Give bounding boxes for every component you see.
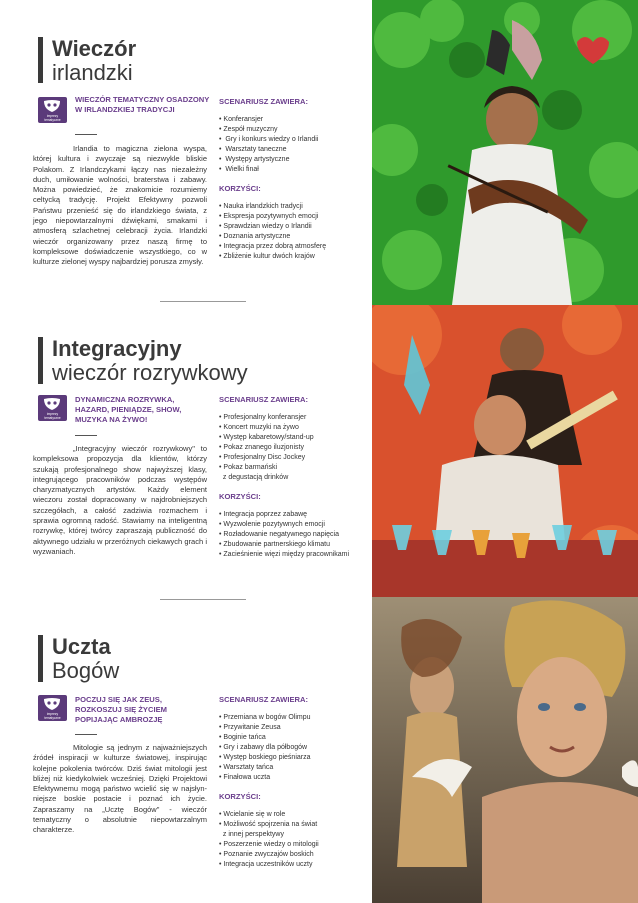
mask-icon (42, 99, 62, 113)
section-title (52, 337, 248, 385)
body-text: „Integracyjny wieczór rozrywkowy" to kompleksowa propozycja dla klientów, którzy szukają profesjonalnego show najwyższej klasy, integrującego pracowników podczas występów charyzmatycznych artystów. Każdy element wieczoru został dopracowany w najdrobniejszych szczegółach, a całość zadziwia rozmachem i sprawia ogromną radość. Stawiamy na inteligentną rozrywkę, której twórcy zapraszają publiczność do aktywnego udziału w przeróżnych ciekawych grach i wyzwaniach. (33, 444, 207, 556)
body-text: Irlandia to magiczna zielona wyspa, której kultura i zwyczaje są niezwykle bliskie Polakom. Z Irlandczykami łączy nas niezależny duch, umiłowanie wolności, braterstwa i zabawy. Można powiedzieć, że znakomicie rozumiemy celtycką tradycję. Projekt Efektywny pozwoli Państwu przenieść się do irlandzkiego świata, z jego niepowtarzalnymi dźwiękami, smakami i atmosferą szlachetnej celebracji życia. Irlandzki wieczór organizowany przez naszą firmę to kompleksowe doświadczenie wszystkiego, co w kulturze zielonej wyspy najbardziej porusza zmysły. (33, 144, 207, 267)
list-item: • Finałowa uczta (219, 774, 271, 781)
category-badge (38, 695, 67, 721)
badge-label: imprezy tematyczne (44, 712, 61, 720)
list-item: • Integracja poprzez zabawę (219, 511, 308, 518)
list-item: • Rozładowanie negatywnego napięcia (219, 531, 339, 538)
scenario-heading: SCENARIUSZ ZAWIERA: (219, 97, 309, 106)
title-line-2: wieczór rozrywkowy (52, 360, 248, 385)
section-feast-of-gods (0, 597, 638, 903)
section-title (52, 37, 136, 85)
scenario-list (219, 713, 371, 783)
title-accent-bar (38, 635, 43, 682)
list-item: • Poznanie zwyczajów boskich (219, 851, 314, 858)
list-item: • Występ boskiego pieśniarza (219, 754, 311, 761)
list-item: • Warsztaty tańca (219, 764, 274, 771)
list-item: • Występ kabaretowy/stand-up (219, 434, 314, 441)
body-text: Mitologie są jednym z najważniejszych źródeł inspiracji w kulturze światowej, inspirując kolejne pokolenia twórców. Dziś świat mitologii jest bliżej niż kiedykolwiek wcześniej. Dzięki Projektowi Efektywnemu mogą państwo wcielić się w najsłynniejsze boskie postacie i poznać ich życie. Zapraszamy na „Ucztę Bogów" - wieczór tematyczny o absolutnie niepowtarzalnym charakterze. (33, 743, 207, 835)
scenario-heading: SCENARIUSZ ZAWIERA: (219, 695, 309, 704)
list-item: • Profesjonalny Disc Jockey (219, 454, 306, 461)
mask-icon (42, 397, 62, 411)
mask-icon (42, 697, 62, 711)
title-line-2: irlandzki (52, 60, 133, 85)
scenario-list (219, 115, 371, 175)
benefits-list (219, 510, 379, 560)
badge-label: imprezy tematyczne (44, 412, 61, 420)
list-item: z innej perspektywy (219, 831, 284, 838)
category-badge (38, 395, 67, 421)
list-item: • Gry i konkurs wiedzy o Irlandii (219, 136, 319, 143)
entertainment-photo (372, 305, 638, 597)
section-body (33, 144, 207, 268)
list-item: • Przywitanie Zeusa (219, 724, 281, 731)
lead-rule (75, 134, 97, 135)
title-accent-bar (38, 337, 43, 384)
list-item: • Integracja przez dobrą atmosferę (219, 243, 327, 250)
list-item: • Wcielanie się w role (219, 811, 286, 818)
lead-rule (75, 435, 97, 436)
gods-feast-photo (372, 597, 638, 903)
list-item: • Sprawdzian wiedzy o Irlandii (219, 223, 312, 230)
section-irish-evening (0, 0, 638, 305)
lead-rule (75, 734, 97, 735)
benefits-list (219, 202, 371, 262)
section-lead: WIECZÓR TEMATYCZNY OSADZONY W IRLANDZKIEJ TRADYCJI (75, 95, 210, 114)
list-item: • Warsztaty taneczne (219, 146, 287, 153)
list-item: • Występy artystyczne (219, 156, 290, 163)
list-item: • Wielki finał (219, 166, 259, 173)
section-entertainment-evening (0, 305, 638, 597)
benefits-heading: KORZYŚCI: (219, 792, 261, 801)
list-item: • Profesjonalny konferansjer (219, 414, 307, 421)
list-item: • Nauka irlandzkich tradycji (219, 203, 303, 210)
list-item: • Pokaz barmański (219, 464, 278, 471)
category-badge (38, 97, 67, 123)
list-item: • Boginie tańca (219, 734, 266, 741)
list-item: • Konferansjer (219, 116, 264, 123)
list-item: • Możliwość spojrzenia na świat (219, 821, 318, 828)
details-column (219, 695, 371, 870)
irish-photo (372, 0, 638, 305)
benefits-list (219, 810, 371, 870)
list-item: • Koncert muzyki na żywo (219, 424, 299, 431)
section-divider (160, 301, 246, 302)
list-item: • Ekspresja pozytywnych emocji (219, 213, 319, 220)
list-item: • Zacieśnienie więzi między pracownikami (219, 551, 350, 558)
badge-label: imprezy tematyczne (44, 114, 61, 122)
scenario-list (219, 413, 379, 483)
title-accent-bar (38, 37, 43, 83)
section-lead: DYNAMICZNA ROZRYWKA, HAZARD, PIENIĄDZE, SHOW, MUZYKA NA ŻYWO! (75, 395, 182, 424)
section-body (33, 444, 207, 557)
list-item: • Integracja uczestników uczty (219, 861, 313, 868)
title-line-1: Integracyjny (52, 336, 182, 361)
benefits-heading: KORZYŚCI: (219, 184, 261, 193)
details-column (219, 395, 379, 560)
details-column (219, 97, 371, 262)
list-item: • Zbudowanie partnerskiego klimatu (219, 541, 331, 548)
list-item: z degustacją drinków (219, 474, 289, 481)
list-item: • Zespół muzyczny (219, 126, 278, 133)
section-body (33, 743, 207, 836)
list-item: • Poszerzenie wiedzy o mitologii (219, 841, 319, 848)
section-lead: POCZUJ SIĘ JAK ZEUS, ROZKOSZUJ SIĘ ŻYCIEM POPIJAJĄC AMBROZJĘ (75, 695, 167, 724)
list-item: • Zbliżenie kultur dwóch krajów (219, 253, 315, 260)
section-title (52, 635, 119, 683)
list-item: • Wyzwolenie pozytywnych emocji (219, 521, 325, 528)
title-line-1: Wieczór (52, 36, 137, 61)
title-line-1: Uczta (52, 634, 111, 659)
scenario-heading: SCENARIUSZ ZAWIERA: (219, 395, 309, 404)
benefits-heading: KORZYŚCI: (219, 492, 261, 501)
list-item: • Przemiana w bogów Olimpu (219, 714, 311, 721)
list-item: • Pokaz znanego iluzjonisty (219, 444, 304, 451)
title-line-2: Bogów (52, 658, 120, 683)
list-item: • Gry i zabawy dla półbogów (219, 744, 308, 751)
list-item: • Doznania artystyczne (219, 233, 291, 240)
